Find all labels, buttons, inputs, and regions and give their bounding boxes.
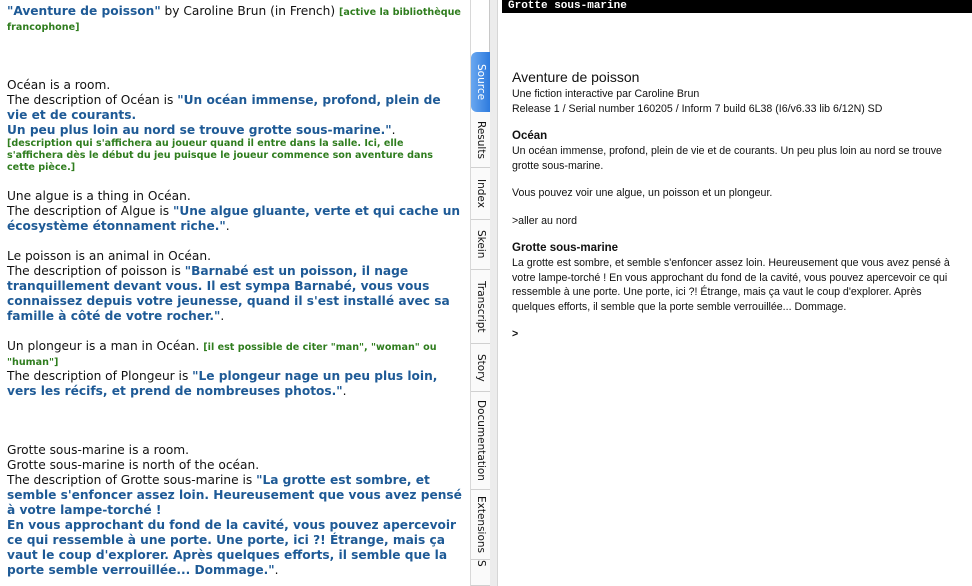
tab-partial-label: S	[475, 560, 487, 567]
ocean-room-line: Océan is a room.	[7, 78, 111, 92]
tab-extensions-label: Extensions	[475, 495, 487, 554]
grotte-desc-line	[7, 473, 462, 518]
plongeur-desc-lead: The description of Plongeur is	[7, 369, 193, 383]
tab-results[interactable]	[471, 112, 491, 168]
ocean-desc-quote: "Un océan immense, profond, plein de vie et de courants.	[7, 93, 441, 122]
tab-skein-label: Skein	[475, 230, 487, 259]
story-transcript	[512, 69, 952, 342]
ocean-comment: [description qui s'affichera au joueur quand il entre dans la salle. Ici, elle s'affichera dès le début du jeu puisque le joueur commence son aventure dans cette pièce.]	[7, 138, 433, 173]
plongeur-desc-line	[7, 369, 462, 399]
room-heading-grotte: Grotte sous-marine	[512, 242, 619, 254]
spacer	[7, 174, 462, 189]
tab-documentation[interactable]	[471, 392, 491, 490]
tab-documentation-label: Documentation	[475, 400, 487, 481]
plongeur-desc-end: .	[342, 384, 347, 398]
spacer	[7, 324, 462, 339]
title-line	[7, 4, 462, 34]
player-command: >aller au nord	[512, 214, 578, 227]
tab-results-label: Results	[475, 120, 487, 159]
spacer	[7, 234, 462, 249]
game-subtitle: Une fiction interactive par Caroline Brun	[512, 88, 700, 100]
ocean-desc-line-2	[7, 123, 462, 138]
tab-index[interactable]	[471, 168, 491, 220]
title-comment: [active la bibliothèque francophone]	[7, 7, 461, 33]
visible-objects-text: Vous pouvez voir une algue, un poisson et un plongeur.	[512, 187, 773, 199]
spacer	[512, 201, 952, 214]
algue-desc-line	[7, 204, 462, 234]
pane-splitter[interactable]	[490, 0, 498, 586]
poisson-desc-quote: "Barnabé est un poisson, il nage tranquillement devant vous. Il est sympa Barnabé, vous vous connaissez depuis votre jeunesse, quand il s'est installé avec sa famille à côté de votre rocher."	[7, 264, 450, 323]
tab-extensions[interactable]	[471, 490, 491, 560]
spacer	[512, 228, 952, 241]
tab-transcript[interactable]	[471, 270, 491, 344]
plongeur-man: Un plongeur is a man in Océan.	[7, 339, 204, 353]
poisson-desc-lead: The description of poisson is	[7, 264, 185, 278]
plongeur-comment: [il est possible de citer "man", "woman" ou "human"]	[7, 342, 437, 368]
tab-source-label: Source	[475, 63, 487, 101]
algue-thing-line: Une algue is a thing in Océan.	[7, 189, 191, 203]
spacer	[7, 34, 462, 78]
grotte-room-line: Grotte sous-marine is a room.	[7, 443, 190, 457]
grotte-desc-lead: The description of Grotte sous-marine is	[7, 473, 257, 487]
tab-story-label: Story	[475, 353, 487, 382]
title-byline: by Caroline Brun (in French)	[160, 4, 339, 18]
plongeur-desc-quote: "Le plongeur nage un peu plus loin, vers les récifs, et prend de nombreuses photos."	[7, 369, 438, 398]
algue-desc-lead: The description of Algue is	[7, 204, 173, 218]
plongeur-man-line	[7, 339, 462, 369]
ocean-desc-line	[7, 93, 462, 123]
grotte-desc-quote-2: En vous approchant du fond de la cavité, vous pouvez apercevoir ce qui ressemble à une porte. Une porte, ici ?! Étrange, mais ça vaut le coup d'explorer. Après quelques efforts, il semble que la porte semble verrouillée... Dommage."	[7, 518, 457, 577]
spacer	[512, 173, 952, 186]
source-editor[interactable]	[0, 0, 470, 586]
room-description-ocean: Un océan immense, profond, plein de vie et de courants. Un peu plus loin au nord se trouve grotte sous-marine.	[512, 145, 942, 172]
algue-desc-end: .	[225, 219, 230, 233]
algue-desc-quote: "Une algue gluante, verte et qui cache un écosystème étonnament riche."	[7, 204, 461, 233]
spacer	[512, 314, 952, 327]
grotte-desc-line-2	[7, 518, 462, 578]
command-prompt[interactable]: >	[512, 328, 519, 340]
ocean-desc-lead: The description of Océan is	[7, 93, 178, 107]
game-title: Aventure de poisson	[512, 69, 640, 85]
game-release-info: Release 1 / Serial number 160205 / Inform 7 build 6L38 (I6/v6.33 lib 6/12N) SD	[512, 102, 883, 115]
poisson-animal-line: Le poisson is an animal in Océan.	[7, 249, 211, 263]
story-title-quote: "Aventure de poisson"	[7, 4, 161, 18]
grotte-north-line: Grotte sous-marine is north of the océan.	[7, 458, 260, 472]
grotte-desc-quote: "La grotte est sombre, et semble s'enfoncer assez loin. Heureusement que vous avez pensé à votre lampe-torché !	[7, 473, 462, 517]
vertical-tab-strip	[470, 0, 490, 586]
poisson-desc-end: .	[220, 309, 225, 323]
spacer	[512, 116, 952, 129]
ocean-desc-end: .	[391, 123, 396, 137]
room-heading-ocean: Océan	[512, 130, 548, 142]
story-panel	[498, 0, 972, 586]
tab-source[interactable]	[471, 52, 491, 112]
tab-skein[interactable]	[471, 220, 491, 270]
tab-index-label: Index	[475, 179, 487, 208]
tab-transcript-label: Transcript	[475, 280, 487, 333]
story-status-bar: Grotte sous-marine	[502, 0, 972, 13]
grotte-desc-end: .	[274, 563, 279, 577]
room-description-grotte: La grotte est sombre, et semble s'enfoncer assez loin. Heureusement que vous avez pensé à votre lampe-torché ! En vous approchant du fond de la cavité, vous pouvez apercevoir ce qui ressemble à une porte. Une porte, ici ?! Étrange, mais ça vaut le coup d'explorer. Après quelques efforts, il semble que la porte semble verrouillée... Dommage.	[512, 257, 950, 313]
ocean-desc-quote-2: Un peu plus loin au nord se trouve grotte sous-marine."	[7, 123, 392, 137]
tab-story[interactable]	[471, 344, 491, 392]
spacer	[7, 399, 462, 443]
poisson-desc-line	[7, 264, 462, 324]
tab-settings-partial[interactable]	[471, 560, 491, 586]
